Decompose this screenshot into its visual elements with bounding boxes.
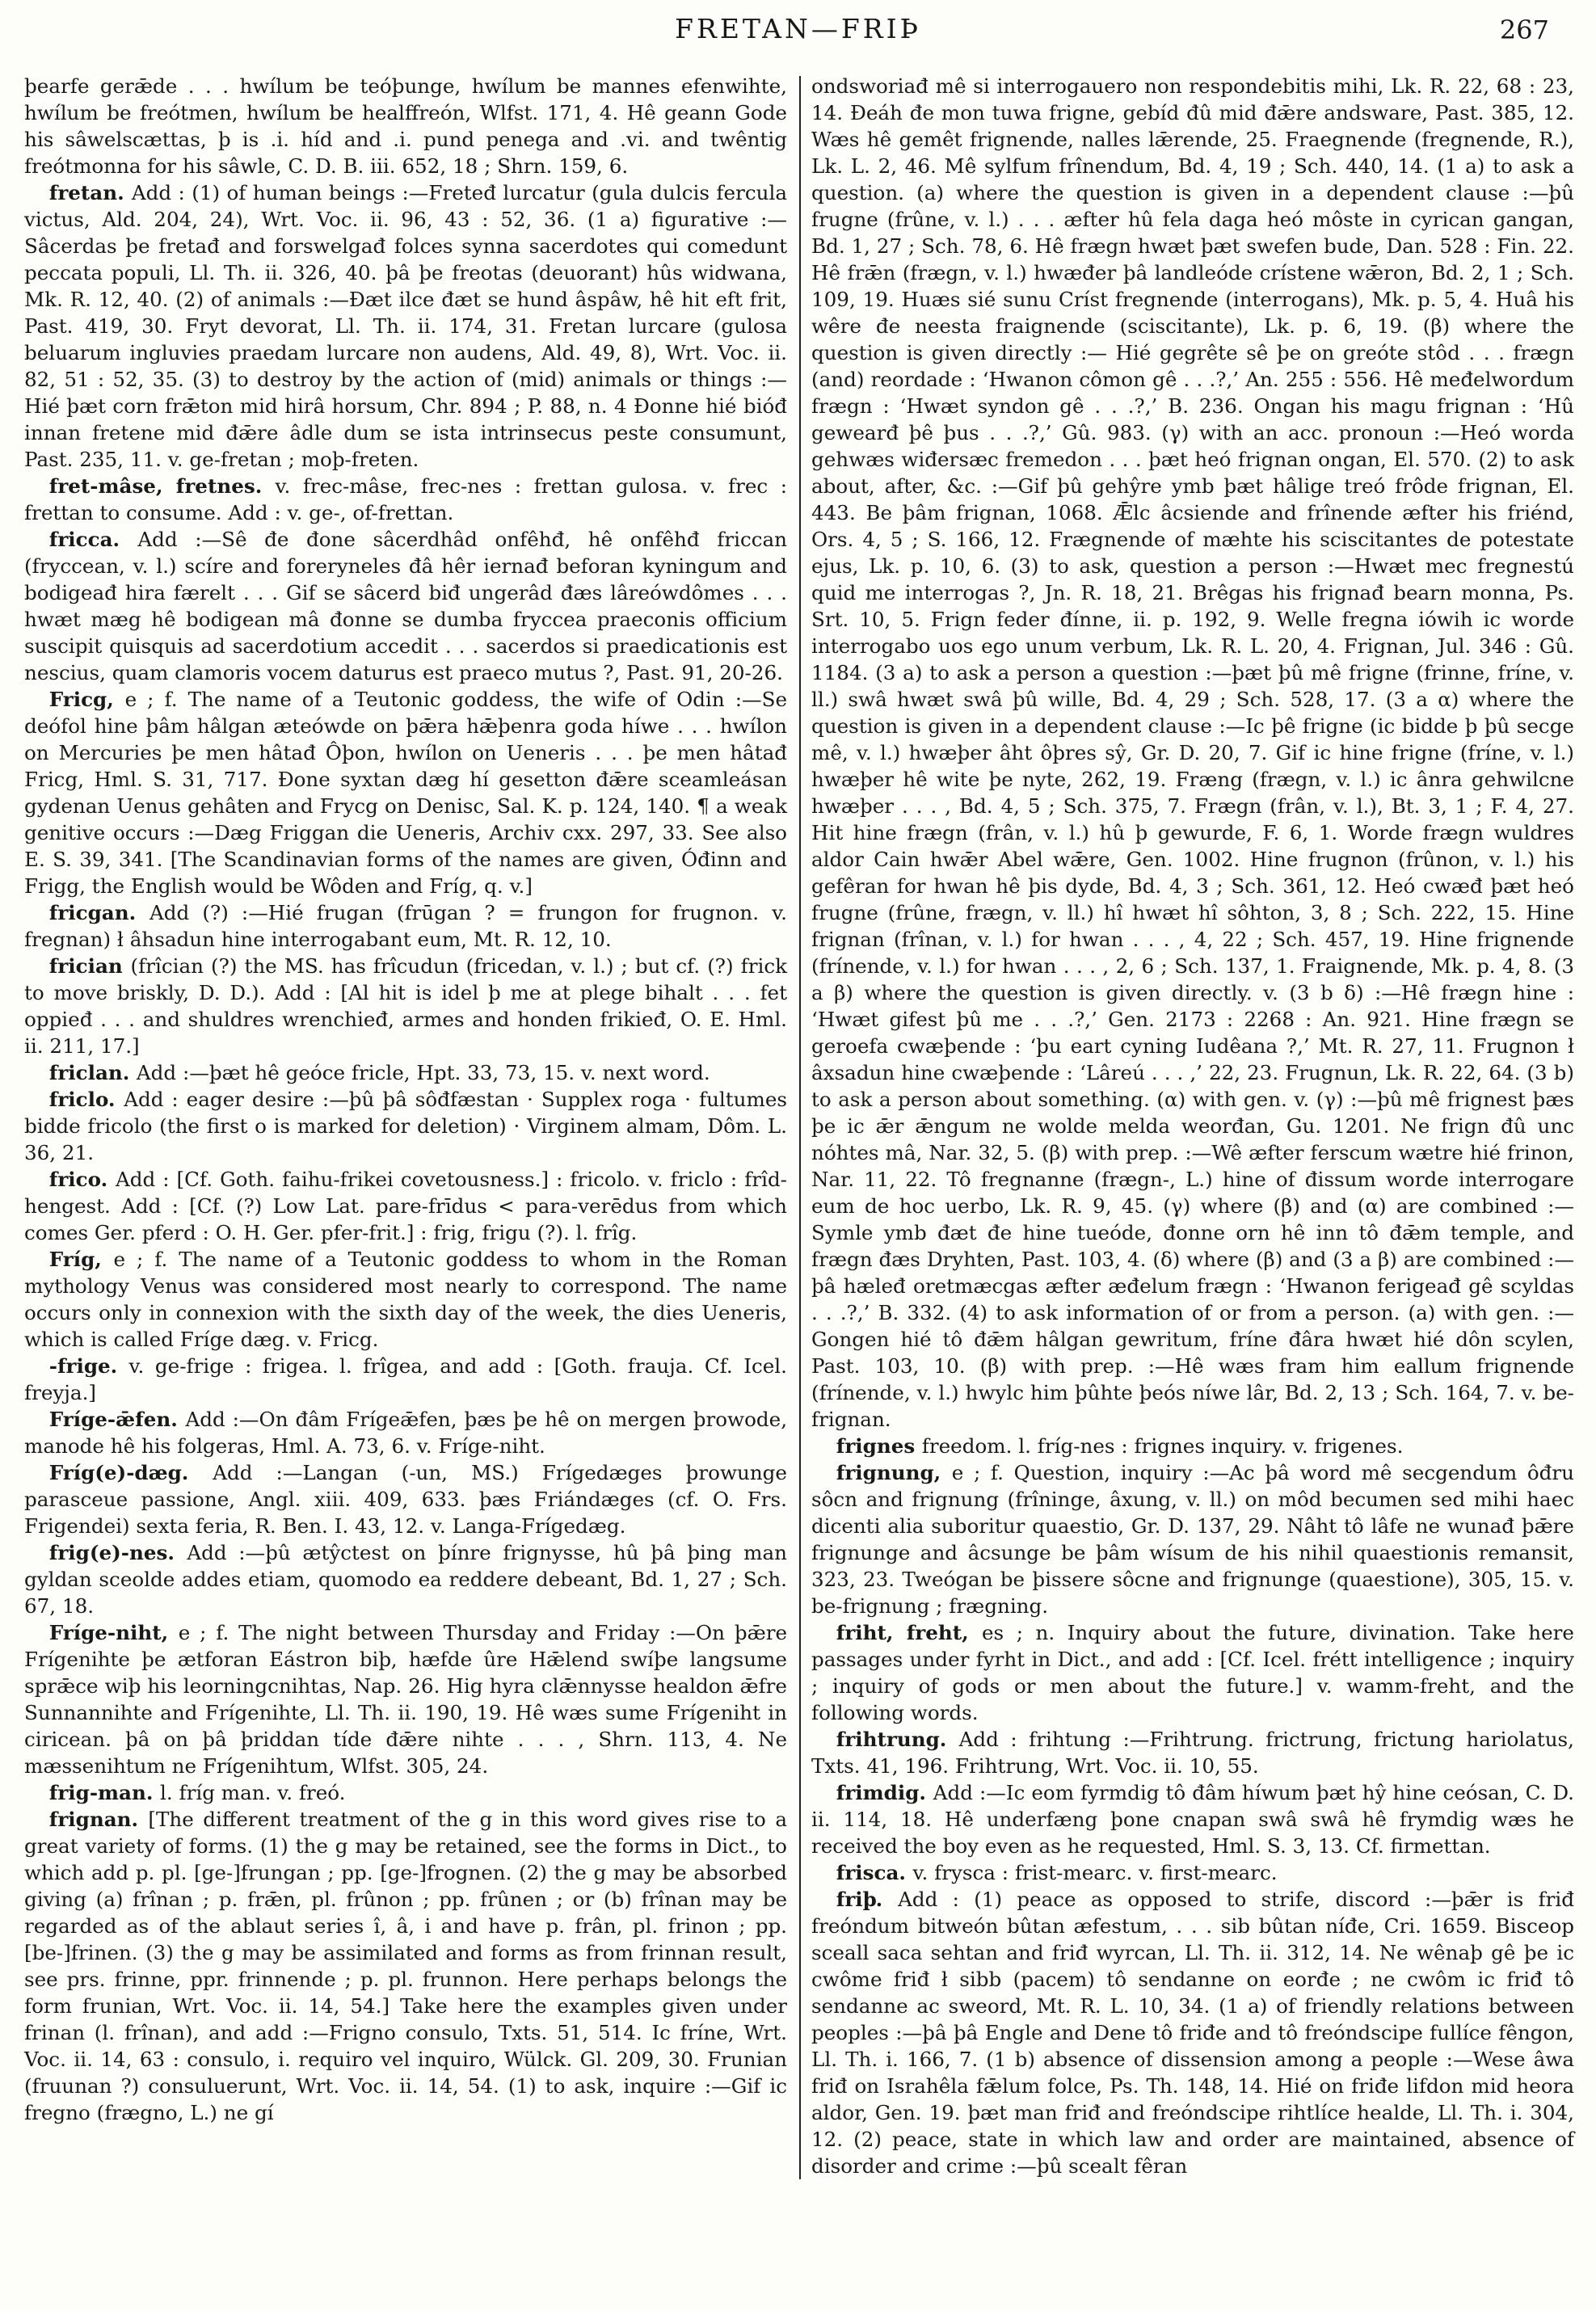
dictionary-entry: friht, freht, es ; n. Inquiry about the future, divination. Take here passages under fyrht in Dict., and add : [Cf. Icel. frétt intelligence ; inquiry ; inquiry of gods or men about the future.] v. wamm-freht, and the following words.: [811, 1621, 1574, 1724]
dictionary-entry: þearfe gerǣde . . . hwílum be teóþunge, hwílum be mannes efenwihte, hwílum be freótmen, hwílum be healffreón, Wlfst. 171, 4. Hê geann Gode his sâwelscættas, þ is .i. híd and .i. pund penega and .vi. and twêntig freótmonna for his sâwle, C. D. B. iii. 652, 18 ; Shrn. 159, 6.: [24, 74, 787, 178]
headword: friht, freht,: [836, 1621, 982, 1644]
dictionary-entry: ondsworiađ mê si interrogauero non respondebitis mihi, Lk. R. 22, 68 : 23, 14. Đeáh đe mon tuwa frigne, gebíd đû mid đǣre andsware, Past. 385, 12. Wæs hê gemêt frignende, nalles lǣrende, 25. Fraegnende (fregnende, R.), Lk. L. 2, 46. Mê sylfum frînendum, Bd. 4, 19 ; Sch. 440, 14. (1 a) to ask a question. (a) where the question is given in a dependent clause :—þû frugne (frûne, v. l.) . . . æfter hû fela daga heó môste in cyrican gangan, Bd. 1, 27 ; Sch. 78, 6. Hê frægn hwæt þæt swefen bude, Dan. 528 : Fin. 22. Hê frǣn (frægn, v. l.) hwæđer þâ landleóde crístene wǣron, Bd. 2, 1 ; Sch. 109, 19. Huæs sié sunu Críst fregnende (interrogans), Mk. p. 5, 4. Huâ his wêre đe neesta fraignende (sciscitante), Lk. p. 6, 19. (β) where the question is given directly :— Hié gegrête sê þe on greóte stôd . . . frægn (and) reordade : ‘Hwanon cômon gê . . .?,’ An. 255 : 556. Hê međelwordum frægn : ‘Hwæt syndon gê . . .?,’ B. 236. Ongan his magu frignan : ‘Hû gewearđ þê þus . . .?,’ Gû. 983. (γ) with an acc. pronoun :—Heó worda gehwæs wiđersæc fremedon . . . þæt heó frignan ongan, El. 570. (2) to ask about, after, &c. :—Gif þû gehŷre ymb þæt hâlige treó frôde frignan, El. 443. Be þâm frignan, 1068. Ǣlc âcsiende and frînende æfter his friénd, Ors. 4, 5 ; S. 166, 12. Frægnende of mæhte his sciscitantes de potestate ejus, Lk. p. 10, 6. (3) to ask, question a person :—Hwæt mec fregnestú quid me interrogas ?, Jn. R. 18, 21. Brêgas his frignađ bearn monna, Ps. Srt. 10, 5. Frign feder đínne, ii. p. 192, 9. Welle fregna iówih ic worde interrogabo uos ego unum verbum, Lk. R. L. 20, 4. Frignan, Jul. 346 : Gû. 1184. (3 a) to ask a person a question :—þæt þû mê frigne (frinne, fríne, v. ll.) swâ hwæt swâ þû wille, Bd. 4, 29 ; Sch. 528, 17. (3 a α) where the question is given in a dependent clause :—Ic þê frigne (ic bidde þ þû secge mê, v. l.) hwæþer âht ôþres sŷ, Gr. D. 20, 7. Gif ic hine frigne (fríne, v. l.) hwæþer hê wite þe nyte, 262, 19. Fræng (frægn, v. l.) ic ânra gehwilcne hwæþer . . . , Bd. 4, 5 ; Sch. 375, 7. Frægn (frân, v. l.), Bt. 3, 1 ; F. 4, 27. Hit hine frægn (frân, v. l.) hû þ gewurde, F. 6, 1. Worde frægn wuldres aldor Cain hwǣr Abel wǣre, Gen. 1002. Hine frugnon (frûnon, v. l.) his gefêran for hwan hê þis dyde, Bd. 4, 3 ; Sch. 361, 12. Heó cwæđ þæt heó frugne (frûne, frægn, v. ll.) hî hwæt hî sôhton, 3, 8 ; Sch. 222, 15. Hine frignan (frînan, v. l.) for hwan . . . , 4, 22 ; Sch. 457, 19. Hine frignende (frínende, v. l.) for hwan . . . , 2, 6 ; Sch. 137, 1. Fraignende, Mk. p. 4, 8. (3 a β) where the question is given directly. v. (3 b δ) :—Hê frægn hine : ‘Hwæt gifest þû me . . .?,’ Gen. 2173 : 2268 : An. 921. Hine frægn se geroefa cwæþende : ‘þu eart cyning Iudêana ?,’ Mt. R. 27, 11. Frugnon ł âxsadun hine cwæþende : ‘Lâreú . . . ,’ 22, 23. Frugnun, Lk. R. 22, 64. (3 b) to ask a person about something. (α) with gen. v. (γ) :—þû mê frignest þæs þe ic ǣr ǣngum ne wolde melda weorđan, Gu. 1201. Ne frign đû unc nóhtes mâ, Nar. 32, 5. (β) with prep. :—Wê æfter ferscum wætre hié frinon, Nar. 11, 22. Tô fregnanne (frægn-, L.) hine of đissum worde interrogare eum de hoc uerbo, Lk. R. 9, 45. (γ) where (β) and (α) are combined :—Symle ymb đæt đe hine tueóde, đonne orn hê inn tô đǣm temple, and frægn đæs Dryhten, Past. 103, 4. (δ) where (β) and (3 a β) are combined :—þâ hæleđ oretmæcgas æfter æđelum frægn : ‘Hwanon ferigeađ gê scyldas . . .?,’ B. 332. (4) to ask information of or from a person. (a) with gen. :—Gongen hié tô đǣm hâlgan gewritum, fríne đâra hwæt hié dôn scylen, Past. 103, 10. (β) with prep. :—Hê wæs fram him eallum frignende (frínende, v. l.) hwylc him þûhte þeós níwe lâr, Bd. 2, 13 ; Sch. 164, 7. v. be-frignan.: [811, 74, 1574, 1431]
headword: Fríge-niht,: [48, 1621, 179, 1644]
dictionary-entry: Fríge-niht, e ; f. The night between Thursday and Friday :—On þǣre Frígenihte þe ætforan Eástron biþ, hæfde ûre Hǣlend swíþe langsume sprǣce wiþ his leorningcnihtas, Nap. 26. Hig hyra clǣnnysse healdon ǣfre Sunnannihte and Frígenihte, Ll. Th. ii. 190, 19. Hê wæs sume Frígeniht in ciricean. þâ on þâ þriddan tíde đǣre nihte . . . , Shrn. 113, 4. Ne mæssenihtum ne Frígenihtum, Wlfst. 305, 24.: [24, 1621, 788, 1778]
right-column: [811, 73, 1574, 2179]
headword: frisca.: [836, 1861, 913, 1884]
left-column: [24, 73, 787, 2179]
dictionary-entry: frihtrung. Add : frihtung :—Frihtrung. frictrung, frictung hariolatus, Txts. 41, 196. Frihtrung, Wrt. Voc. ii. 10, 55.: [811, 1728, 1574, 1778]
headword: frico.: [48, 1168, 116, 1191]
dictionary-entry: Fríge-ǣfen. Add :—On đâm Frígeǣfen, þæs þe hê on mergen þrowode, manode hê his folgeras, Hml. A. 73, 6. v. Fríge-niht.: [24, 1408, 788, 1458]
dictionary-entry: friþ. Add : (1) peace as opposed to strife, discord :—þǣr is friđ freóndum bitweón bûtan æfestum, . . . sib bûtan níđe, Cri. 1659. Bisceop sceall saca sehtan and friđ wyrcan, Ll. Th. ii. 312, 14. Ne wênaþ gê þe ic cwôme friđ ł sibb (pacem) tô sendanne on eorđe ; ne cwôm ic friđ tô sendanne ac sweord, Mt. R. L. 10, 34. (1 a) of friendly relations between peoples :—þâ þâ Engle and Dene tô friđe and tô freóndscipe fullíce fêngon, Ll. Th. i. 166, 7. (1 b) absence of dissension among a people :—Wese âwa friđ on Israhêla fǣlum folce, Ps. Th. 148, 14. Hié on friđe lifdon mid heora aldor, Gen. 19. þæt man friđ and freóndscipe rihtlíce healde, Ll. Th. i. 304, 12. (2) peace, state in which law and order are maintained, absence of disorder and crime :—þû scealt fêran: [811, 1888, 1574, 2178]
dictionary-entry: friclo. Add : eager desire :—þû þâ sôđfæstan · Supplex roga · fultumes bidde fricolo (the first o is marked for deletion) · Virginem almam, Dôm. L. 36, 21.: [24, 1088, 787, 1164]
dictionary-entry: frignes freedom. l. fríg-nes : frignes inquiry. v. frigenes.: [836, 1434, 1404, 1458]
page-header: [0, 13, 1596, 58]
headword: frimdig.: [836, 1781, 933, 1804]
headword: frignes: [836, 1434, 922, 1458]
headword: frignung,: [836, 1461, 952, 1484]
dictionary-entry: -frige. v. ge-frige : frigea. l. frîgea, and add : [Goth. frauja. Cf. Icel. freyja.]: [24, 1354, 787, 1404]
headword: fricca.: [48, 528, 138, 551]
headword: frig(e)-nes.: [48, 1541, 187, 1564]
dictionary-entry: Fríg(e)-dæg. Add :—Langan (-un, MS.) Frígedæges þrowunge parasceue passione, Angl. xiii. 409, 633. þæs Friándæges (cf. O. Frs. Frigendei) sexta feria, R. Ben. I. 43, 12. v. Langa-Frígedæg.: [24, 1461, 787, 1538]
headword: Fríg,: [48, 1248, 114, 1271]
page-number: 267: [1499, 15, 1549, 45]
dictionary-entry: frisca. v. frysca : frist-mearc. v. first-mearc.: [836, 1861, 1278, 1884]
dictionary-entry: fricgan. Add (?) :—Hié frugan (frūgan ? = frungon for frugnon. v. fregnan) ł âhsadun hine interrogabant eum, Mt. R. 12, 10.: [24, 901, 787, 951]
dictionary-entry: fret-mâse, fretnes. v. frec-mâse, frec-nes : frettan gulosa. v. frec : frettan to consume. Add : v. ge-, of-frettan.: [24, 474, 787, 524]
page-title: FRETAN—FRIÞ: [675, 13, 921, 44]
dictionary-entry: frimdig. Add :—Ic eom fyrmdig tô đâm híwum þæt hŷ hine ceósan, C. D. ii. 114, 18. Hê underfæng þone cnapan swâ swâ hê frymdig wæs he received the boy even as he requested, Hml. S. 3, 13. Cf. firmettan.: [811, 1781, 1574, 1858]
dictionary-entry: Fríg, e ; f. The name of a Teutonic goddess to whom in the Roman mythology Venus was considered most nearly to correspond. The name occurs only in connexion with the sixth day of the week, the dies Ueneris, which is called Fríge dæg. v. Fricg.: [24, 1248, 787, 1351]
dictionary-entry: frig(e)-nes. Add :—þû ætŷctest on þínre frignysse, hû þâ þing man gyldan sceolde addes etiam, quomodo ea reddere debeant, Bd. 1, 27 ; Sch. 67, 18.: [24, 1541, 788, 1618]
headword: Fricg,: [48, 688, 125, 711]
dictionary-entry: Fricg, e ; f. The name of a Teutonic goddess, the wife of Odin :—Se deófol hine þâm hâlgan æteówde on þǣra hǣþenra goda híwe . . . hwílon on Mercuries þe men hâtađ Ôþon, hwílon on Ueneris . . . þe men hâtađ Fricg, Hml. S. 31, 717. Đone syxtan dæg hí gesetton đǣre sceamleásan gydenan Uenus gehâten and Frycg on Denisc, Sal. K. p. 124, 140. ¶ a weak genitive occurs :—Dæg Friggan die Ueneris, Archiv cxx. 297, 33. See also E. S. 39, 341. [The Scandinavian forms of the names are given, Óđinn and Frigg, the English would be Wôden and Fríg, q. v.]: [24, 688, 788, 898]
dictionary-entry: frig-man. l. fríg man. v. freó.: [48, 1781, 346, 1804]
dictionary-entry: fretan. Add : (1) of human beings :—Freteđ lurcatur (gula dulcis fercula victus, Ald. 204, 24), Wrt. Voc. ii. 96, 43 : 52, 36. (1 a) figurative :—Sâcerdas þe fretađ and forswelgađ folces synna sacerdotes qui comedunt peccata populi, Ll. Th. ii. 326, 40. þâ þe freotas (deuorant) hûs widwana, Mk. R. 12, 40. (2) of animals :—Đæt ilce đæt se hund âspâw, hê hit eft frit, Past. 419, 30. Fryt devorat, Ll. Th. ii. 174, 31. Fretan lurcare (gulosa beluarum ingluvies praedam lurcare non audens, Ald. 49, 8), Wrt. Voc. ii. 82, 51 : 52, 35. (3) to destroy by the action of (mid) animals or things :—Hié þæt corn frǣton mid hirâ horsum, Chr. 894 ; P. 88, n. 4 Đonne hié bióđ innan fretene mid đǣre âdle dum se ista intrinsecus peste consumunt, Past. 235, 11. v. ge-fretan ; moþ-freten.: [24, 181, 787, 471]
headword: friclan.: [48, 1061, 137, 1084]
headword: fretan.: [48, 181, 132, 204]
dictionary-entry: fricca. Add :—Sê đe đone sâcerdhâd onfêhđ, hê onfêhđ friccan (fryccean, v. l.) scíre and foreryneles đâ hêr iernađ beforan kyningum and bodigeađ hira færelt . . . Gif se sâcerd biđ ungerâd đæs lâreówdômes . . . hwæt mæg hê bodigean mâ đonne se dumba fryccea praeconis officium suscipit quisquis ad sacerdotium accedit . . . sacerdos si praedicationis est nescius, quam clamoris vocem daturus est praeco mutus ?, Past. 91, 20-26.: [24, 528, 788, 684]
text-columns: [24, 73, 1574, 2179]
column-divider-rule: [799, 76, 801, 2179]
dictionary-entry: frignung, e ; f. Question, inquiry :—Ac þâ word mê secgendum ôđru sôcn and frignung (frîninge, âxung, v. ll.) on môd becumen sed mihi haec dicenti alia suboritur quaestio, Gr. D. 137, 29. Nâht tô lâfe ne wunađ þǣre frignunge and âcsunge be þâm wísum de his nihil quaestionis remansit, 323, 23. Tweógan be þissere sôcne and frignunge (quaestione), 305, 15. v. be-frignung ; frægning.: [811, 1461, 1574, 1618]
headword: friþ.: [836, 1888, 899, 1911]
dictionary-entry: frician (frîcian (?) the MS. has frîcudun (fricedan, v. l.) ; but cf. (?) frick to move briskly, D. D.). Add : [Al hit is idel þ me at plege bihalt . . . fet oppieđ . . . and shuldres wrenchieđ, armes and honden frikieđ, O. E. Hml. ii. 211, 17.]: [24, 954, 788, 1058]
headword: Fríg(e)-dæg.: [48, 1461, 213, 1484]
dictionary-entry: friclan. Add :—þæt hê geóce fricle, Hpt. 33, 73, 15. v. next word.: [48, 1061, 710, 1084]
headword: fricgan.: [48, 901, 150, 924]
headword: Fríge-ǣfen.: [48, 1408, 186, 1431]
headword: frignan.: [48, 1808, 149, 1831]
headword: frihtrung.: [836, 1728, 959, 1751]
headword: frig-man.: [48, 1781, 160, 1804]
dictionary-entry: frignan. [The different treatment of the g in this word gives rise to a great variety of forms. (1) the g may be retained, see the forms in Dict., to which add p. pl. [ge-]frungan ; pp. [ge-]frognen. (2) the g may be absorbed giving (a) frînan ; p. frǣn, pl. frûnon ; pp. frûnen ; or (b) frînan may be regarded as of the ablaut series î, â, i and have p. frân, pl. frinon ; pp. [be-]frinen. (3) the g may be assimilated and forms as from frinnan result, see prs. frinne, ppr. frinnende ; p. pl. frunnon. Here perhaps belongs the form frunian, Wrt. Voc. ii. 14, 54.] Take here the examples given under frinan (l. frînan), and add :—Frigno consulo, Txts. 51, 514. Ic fríne, Wrt. Voc. ii. 14, 63 : consulo, i. requiro vel inquiro, Wülck. Gl. 209, 30. Frunian (fruunan ?) consuluerunt, Wrt. Voc. ii. 14, 54. (1) to ask, inquire :—Gif ic fregno (frægno, L.) ne gí: [24, 1808, 787, 2124]
headword: friclo.: [48, 1088, 124, 1111]
dictionary-entry: frico. Add : [Cf. Goth. faihu-frikei covetousness.] : fricolo. v. friclo : frîd-hengest. Add : [Cf. (?) Low Lat. pare-frīdus < para-verēdus from which comes Ger. pferd : O. H. Ger. pfer-frit.] : frig, frigu (?). l. frîg.: [24, 1168, 787, 1244]
headword: fret-mâse, fretnes.: [48, 474, 276, 498]
headword: frician: [48, 954, 131, 978]
headword: -frige.: [48, 1354, 129, 1378]
